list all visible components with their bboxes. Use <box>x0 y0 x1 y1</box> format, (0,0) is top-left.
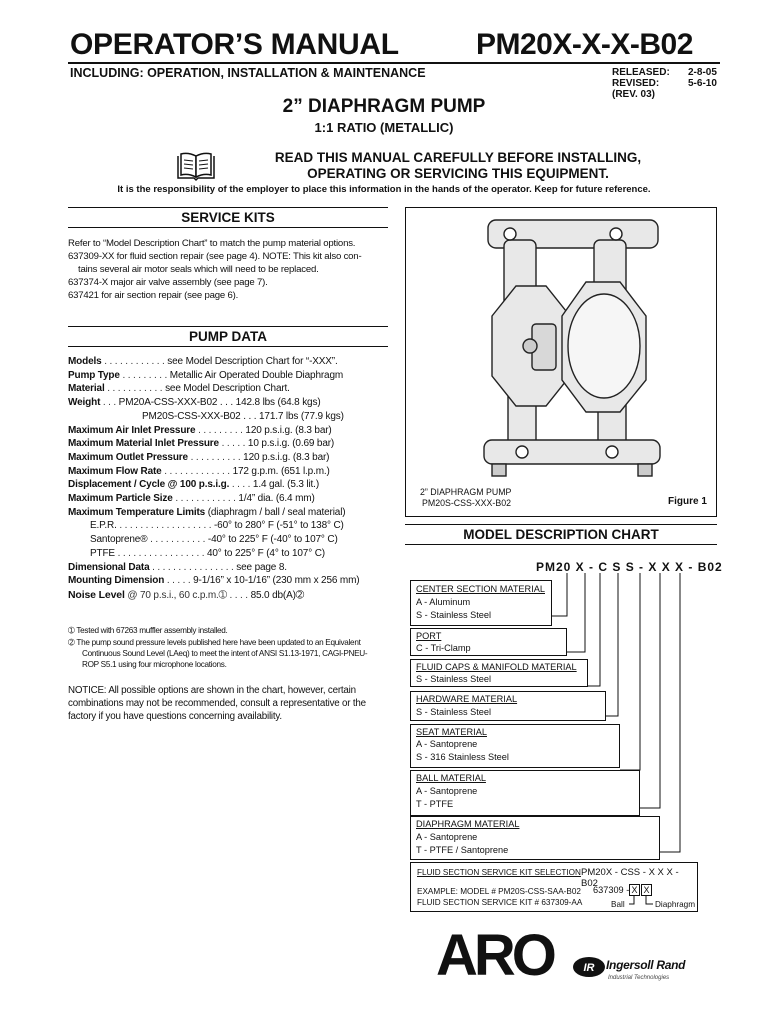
row-key: Maximum Flow Rate <box>68 465 162 477</box>
service-kit-line: 637374-X major air valve assembly (see page 7). <box>68 277 268 288</box>
row-value: -60° to 280° F (-51° to 138° C) <box>213 520 344 532</box>
service-kit-selection-box <box>410 862 698 912</box>
port-box <box>410 628 567 656</box>
row-dots: . . . . . . . . . . . . . . . . <box>149 561 234 573</box>
row-key: Models <box>68 356 102 367</box>
option-item: C - Tri-Clamp <box>416 643 471 653</box>
model-number: PM20X-X-X-B02 <box>476 28 693 61</box>
row-key: Noise Level <box>68 588 125 601</box>
option-item: A - Aluminum <box>416 597 471 607</box>
option-item: S - Stainless Steel <box>416 674 492 684</box>
row-dots: . . . . . . . . . . . . . <box>161 465 230 477</box>
row-key: Pump Type <box>68 369 120 381</box>
manual-title: OPERATOR’S MANUAL <box>70 28 399 61</box>
group-heading: SEAT MATERIAL <box>416 727 487 737</box>
seat-box <box>410 724 620 768</box>
row-dots: . . . . . . . . . . <box>187 451 241 463</box>
ball-code-box: X <box>629 884 640 896</box>
diaphragm-box <box>410 816 660 860</box>
row-value: see Model Description Chart for “-XXX”. <box>167 356 338 367</box>
warning-line-1: READ THIS MANUAL CAREFULLY BEFORE INSTALLING, <box>274 150 642 165</box>
ir-logo-icon <box>572 956 606 978</box>
row-dots: . . . . . . . . . . . . <box>101 356 165 367</box>
footnote: ➀ Tested with 67263 muffler assembly installed. <box>68 626 228 635</box>
row-key: Material <box>68 383 105 395</box>
row-value: (diaphragm / ball / seal material) <box>207 506 346 518</box>
warning-line-2: OPERATING OR SERVICING THIS EQUIPMENT. <box>307 166 609 181</box>
row-value: 85.0 db(A)➁ <box>250 589 305 601</box>
row-dots: @ 70 p.s.i., 60 c.p.m.➀ . . . . <box>124 589 248 601</box>
row-key: PTFE <box>90 547 115 559</box>
example-kit: FLUID SECTION SERVICE KIT # 637309-AA <box>417 898 583 907</box>
row-value: Metallic Air Operated Double Diaphragm <box>169 369 344 381</box>
pump-data-heading: PUMP DATA <box>68 326 388 347</box>
row-key: Maximum Temperature Limits <box>68 506 206 518</box>
row-key: Weight <box>68 397 101 409</box>
model-code: PM20 X - C S S - X X X - B02 <box>536 560 723 574</box>
figure-label: Figure 1 <box>668 496 707 507</box>
service-kit-line: 637421 for air section repair (see page 6). <box>68 290 239 301</box>
row-key: Dimensional Data <box>68 561 150 573</box>
released-date: 2-8-05 <box>688 67 717 78</box>
product-subtitle: 1:1 RATIO (METALLIC) <box>314 120 454 135</box>
row-dots: . . . . . . . . . <box>195 424 243 436</box>
row-key: Displacement / Cycle @ 100 p.s.i.g. <box>68 479 230 491</box>
row-dots: . . . . . . . . . . . . <box>172 493 236 504</box>
revised-date: 5-6-10 <box>688 78 717 89</box>
released-label: RELEASED: <box>612 67 670 78</box>
option-item: A - Santoprene <box>416 739 478 749</box>
product-title: 2” DIAPHRAGM PUMP <box>282 96 486 117</box>
kit-prefix: 637309 - <box>593 885 630 895</box>
notice-text: NOTICE: All possible options are shown in the chart, however, certain combinations may not be recommended, consult a representative or the factory if you have questions concerning availability. <box>68 685 366 722</box>
row-dots: . . . . . . . . . . . . . . . . . <box>114 547 205 559</box>
center-section-box <box>410 580 552 626</box>
row-value: 10 p.s.i.g. (0.69 bar) <box>247 438 335 450</box>
row-dots: . . . . . <box>164 575 191 587</box>
responsibility-note: It is the responsibility of the employer to place this information in the hands of the operator. Keep for future reference. <box>117 184 651 195</box>
row-value: 40° to 225° F (4° to 107° C) <box>206 547 325 559</box>
option-item: S - Stainless Steel <box>416 610 492 620</box>
group-heading: CENTER SECTION MATERIAL <box>416 584 545 594</box>
option-item: S - 316 Stainless Steel <box>416 752 509 762</box>
row-value: see page 8. <box>236 561 287 573</box>
row-dots: . . . . . <box>218 438 246 450</box>
service-kit-line: 637309-XX for fluid section repair (see page 4). NOTE: This kit also con- <box>68 251 362 262</box>
group-heading: PORT <box>416 631 442 641</box>
row-key: Maximum Material Inlet Pressure <box>68 438 219 450</box>
row-dots: . . . . . . . . . . . <box>147 534 206 546</box>
row-value: see Model Description Chart. <box>165 383 290 395</box>
row-dots: . . . . . . . . . . . . . . . . . . <box>116 520 212 532</box>
footnote: Continuous Sound Level (LAeq) to meet the intent of ANSI S1.13-1971, CAGI-PNEU- <box>82 649 368 658</box>
row-dots: . . . <box>100 397 117 409</box>
kit-pointer-lines <box>625 896 657 908</box>
option-item: T - PTFE / Santoprene <box>416 845 509 855</box>
fluid-caps-box <box>410 659 588 687</box>
row-value: PM20A-CSS-XXX-B02 . . . 142.8 lbs (64.8 kgs) <box>118 397 321 409</box>
ball-label: Ball <box>611 900 625 909</box>
service-kits-heading: SERVICE KITS <box>68 207 388 228</box>
hardware-box <box>410 691 606 721</box>
figure-caption: 2” DIAPHRAGM PUMP <box>420 487 512 497</box>
example-model: EXAMPLE: MODEL # PM20S-CSS-SAA-B02 <box>417 887 581 896</box>
row-value: 1.4 gal. (5.3 lit.) <box>252 479 319 491</box>
row-value: 9-1/16” x 10-1/16” (230 mm x 256 mm) <box>193 575 360 587</box>
service-kit-line: tains several air motor seals which will need to be replaced. <box>78 264 319 275</box>
service-kit-line: Refer to “Model Description Chart” to match the pump material options. <box>68 238 356 249</box>
row-dots: . . . . . . . . . . . <box>104 383 163 395</box>
row-key: Santoprene® <box>90 534 148 546</box>
row-key: Mounting Dimension <box>68 575 165 587</box>
manual-subtitle: INCLUDING: OPERATION, INSTALLATION & MAINTENANCE <box>70 66 426 80</box>
company-tagline: Industrial Technologies <box>608 975 670 981</box>
footnote: ➁ The pump sound pressure levels published here have been updated to an Equivalent <box>68 638 361 647</box>
row-dots: . . . . . . . . . <box>119 369 168 381</box>
ball-box <box>410 770 640 816</box>
row-value: 172 g.p.m. (651 l.p.m.) <box>232 465 330 477</box>
row-key: Maximum Particle Size <box>68 493 173 504</box>
row-key: Maximum Outlet Pressure <box>68 451 188 463</box>
group-heading: HARDWARE MATERIAL <box>416 694 518 704</box>
row-value: 120 p.s.i.g. (8.3 bar) <box>243 451 330 463</box>
row-key: Maximum Air Inlet Pressure <box>68 424 196 436</box>
svg-text:IR: IR <box>583 962 595 974</box>
figure-caption-model: PM20S-CSS-XXX-B02 <box>422 498 511 508</box>
group-heading: DIAPHRAGM MATERIAL <box>416 819 520 829</box>
option-item: S - Stainless Steel <box>416 707 492 717</box>
company-name: Ingersoll Rand <box>606 958 686 972</box>
row-key: E.P.R. <box>90 520 117 532</box>
diaphragm-code-box: X <box>641 884 652 896</box>
row-value: PM20S-CSS-XXX-B02 . . . 171.7 lbs (77.9 kgs) <box>142 410 344 422</box>
aro-logo: ARO <box>436 923 553 988</box>
kit-selection-code: PM20X - CSS - X X X - B02 <box>581 867 679 889</box>
row-value: -40° to 225° F (-40° to 107° C) <box>207 534 338 546</box>
revision: (REV. 03) <box>612 89 655 100</box>
group-heading: BALL MATERIAL <box>416 773 486 783</box>
revised-label: REVISED: <box>612 78 660 89</box>
model-chart-heading: MODEL DESCRIPTION CHART <box>405 524 717 545</box>
option-item: A - Santoprene <box>416 786 478 796</box>
diaphragm-label: Diaphragm <box>655 900 696 909</box>
row-value: 120 p.s.i.g. (8.3 bar) <box>245 424 332 436</box>
footnote: ROP S5.1 using four microphone locations. <box>82 660 227 669</box>
option-item: A - Santoprene <box>416 832 478 842</box>
group-heading: FLUID CAPS & MANIFOLD MATERIAL <box>416 662 577 672</box>
kit-selection-heading: FLUID SECTION SERVICE KIT SELECTION <box>417 868 581 877</box>
row-value: 1/4” dia. (6.4 mm) <box>238 493 315 504</box>
option-item: T - PTFE <box>416 799 454 809</box>
row-dots: . . . . <box>229 479 251 491</box>
